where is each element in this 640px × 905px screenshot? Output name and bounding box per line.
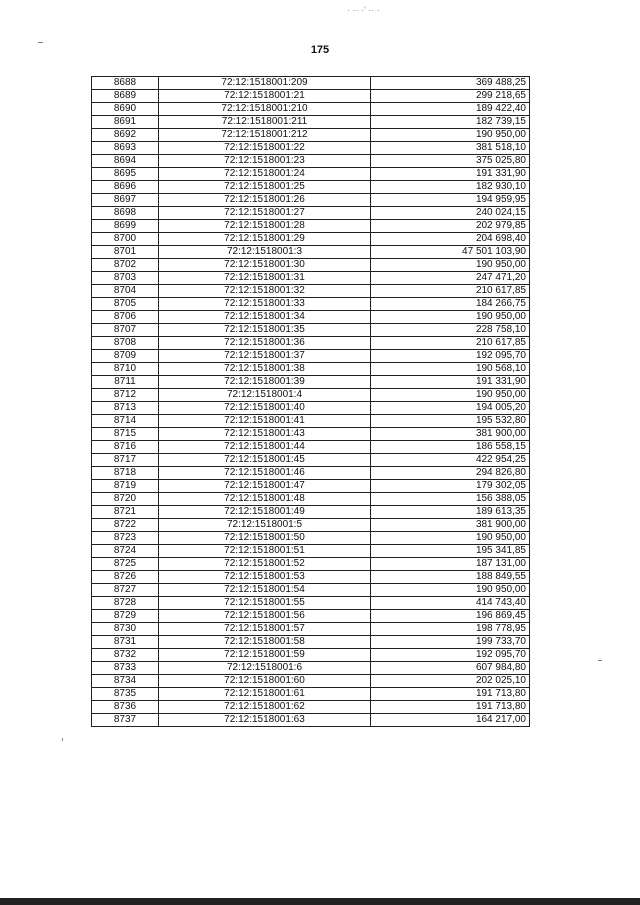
cadastral-value: 299 218,65 xyxy=(371,90,530,103)
table-row xyxy=(92,77,530,90)
row-number: 8727 xyxy=(92,584,159,597)
table-row xyxy=(92,506,530,519)
row-number: 8708 xyxy=(92,337,159,350)
row-number: 8695 xyxy=(92,168,159,181)
cadastral-number: 72:12:1518001:51 xyxy=(159,545,371,558)
cadastral-value: 182 739,15 xyxy=(371,116,530,129)
cadastral-value: 204 698,40 xyxy=(371,233,530,246)
row-number: 8701 xyxy=(92,246,159,259)
cadastral-number: 72:12:1518001:209 xyxy=(159,77,371,90)
table-row xyxy=(92,90,530,103)
cadastral-value: 191 331,90 xyxy=(371,168,530,181)
cadastral-value: 179 302,05 xyxy=(371,480,530,493)
row-number: 8711 xyxy=(92,376,159,389)
cadastral-number: 72:12:1518001:33 xyxy=(159,298,371,311)
cadastral-value: 190 950,00 xyxy=(371,129,530,142)
cadastral-number: 72:12:1518001:34 xyxy=(159,311,371,324)
scan-artifact: · ·· ·' ·· · xyxy=(347,5,380,15)
cadastral-number: 72:12:1518001:44 xyxy=(159,441,371,454)
cadastral-value: 182 930,10 xyxy=(371,181,530,194)
cadastral-number: 72:12:1518001:24 xyxy=(159,168,371,181)
cadastral-number: 72:12:1518001:49 xyxy=(159,506,371,519)
table-row xyxy=(92,181,530,194)
table-row xyxy=(92,168,530,181)
cadastral-number: 72:12:1518001:211 xyxy=(159,116,371,129)
table-row xyxy=(92,337,530,350)
cadastral-value: 189 613,35 xyxy=(371,506,530,519)
table-row xyxy=(92,142,530,155)
row-number: 8729 xyxy=(92,610,159,623)
row-number: 8694 xyxy=(92,155,159,168)
cadastral-number: 72:12:1518001:46 xyxy=(159,467,371,480)
row-number: 8692 xyxy=(92,129,159,142)
cadastral-number: 72:12:1518001:26 xyxy=(159,194,371,207)
cadastral-value: 192 095,70 xyxy=(371,350,530,363)
cadastral-number: 72:12:1518001:48 xyxy=(159,493,371,506)
row-number: 8706 xyxy=(92,311,159,324)
scan-speck xyxy=(38,42,43,43)
cadastral-number: 72:12:1518001:38 xyxy=(159,363,371,376)
cadastral-number: 72:12:1518001:36 xyxy=(159,337,371,350)
cadastral-number: 72:12:1518001:56 xyxy=(159,610,371,623)
table-row xyxy=(92,688,530,701)
table-row xyxy=(92,675,530,688)
cadastral-value: 195 341,85 xyxy=(371,545,530,558)
cadastral-value: 191 713,80 xyxy=(371,701,530,714)
cadastral-value: 47 501 103,90 xyxy=(371,246,530,259)
cadastral-value: 194 005,20 xyxy=(371,402,530,415)
table-row xyxy=(92,103,530,116)
row-number: 8732 xyxy=(92,649,159,662)
cadastral-number: 72:12:1518001:6 xyxy=(159,662,371,675)
cadastral-value: 381 900,00 xyxy=(371,428,530,441)
cadastral-number: 72:12:1518001:35 xyxy=(159,324,371,337)
row-number: 8690 xyxy=(92,103,159,116)
cadastral-value: 194 959,95 xyxy=(371,194,530,207)
row-number: 8734 xyxy=(92,675,159,688)
cadastral-number: 72:12:1518001:41 xyxy=(159,415,371,428)
cadastral-number: 72:12:1518001:5 xyxy=(159,519,371,532)
row-number: 8731 xyxy=(92,636,159,649)
cadastral-number: 72:12:1518001:23 xyxy=(159,155,371,168)
table-row xyxy=(92,129,530,142)
table-row xyxy=(92,701,530,714)
table-row xyxy=(92,389,530,402)
cadastral-value: 190 950,00 xyxy=(371,389,530,402)
cadastral-value: 189 422,40 xyxy=(371,103,530,116)
table-row xyxy=(92,298,530,311)
table-row xyxy=(92,428,530,441)
cadastral-number: 72:12:1518001:63 xyxy=(159,714,371,727)
table-row xyxy=(92,376,530,389)
cadastral-value: 375 025,80 xyxy=(371,155,530,168)
cadastral-number: 72:12:1518001:55 xyxy=(159,597,371,610)
table-row xyxy=(92,207,530,220)
cadastral-value: 188 849,55 xyxy=(371,571,530,584)
row-number: 8712 xyxy=(92,389,159,402)
cadastral-number: 72:12:1518001:58 xyxy=(159,636,371,649)
cadastral-value: 196 869,45 xyxy=(371,610,530,623)
cadastral-number: 72:12:1518001:59 xyxy=(159,649,371,662)
cadastral-value: 228 758,10 xyxy=(371,324,530,337)
row-number: 8693 xyxy=(92,142,159,155)
row-number: 8719 xyxy=(92,480,159,493)
table-row xyxy=(92,402,530,415)
cadastral-number: 72:12:1518001:31 xyxy=(159,272,371,285)
row-number: 8728 xyxy=(92,597,159,610)
cadastral-number: 72:12:1518001:210 xyxy=(159,103,371,116)
table-row xyxy=(92,467,530,480)
cadastral-number: 72:12:1518001:53 xyxy=(159,571,371,584)
cadastral-number: 72:12:1518001:52 xyxy=(159,558,371,571)
row-number: 8715 xyxy=(92,428,159,441)
cadastral-value: 199 733,70 xyxy=(371,636,530,649)
table-row xyxy=(92,311,530,324)
cadastral-value: 156 388,05 xyxy=(371,493,530,506)
cadastral-value: 190 950,00 xyxy=(371,311,530,324)
row-number: 8704 xyxy=(92,285,159,298)
cadastral-value: 186 558,15 xyxy=(371,441,530,454)
cadastral-value: 202 979,85 xyxy=(371,220,530,233)
row-number: 8720 xyxy=(92,493,159,506)
cadastral-value: 164 217,00 xyxy=(371,714,530,727)
row-number: 8717 xyxy=(92,454,159,467)
cadastral-value: 192 095,70 xyxy=(371,649,530,662)
table-row xyxy=(92,194,530,207)
cadastral-number: 72:12:1518001:21 xyxy=(159,90,371,103)
cadastral-number: 72:12:1518001:40 xyxy=(159,402,371,415)
cadastral-number: 72:12:1518001:50 xyxy=(159,532,371,545)
table-row xyxy=(92,610,530,623)
table-row xyxy=(92,584,530,597)
row-number: 8700 xyxy=(92,233,159,246)
table-row xyxy=(92,272,530,285)
cadastral-number: 72:12:1518001:60 xyxy=(159,675,371,688)
scan-speck xyxy=(598,660,602,661)
cadastral-number: 72:12:1518001:47 xyxy=(159,480,371,493)
cadastral-value: 191 713,80 xyxy=(371,688,530,701)
row-number: 8709 xyxy=(92,350,159,363)
table-row xyxy=(92,441,530,454)
row-number: 8707 xyxy=(92,324,159,337)
cadastral-value: 191 331,90 xyxy=(371,376,530,389)
row-number: 8699 xyxy=(92,220,159,233)
cadastral-value: 369 488,25 xyxy=(371,77,530,90)
row-number: 8718 xyxy=(92,467,159,480)
row-number: 8730 xyxy=(92,623,159,636)
cadastral-number: 72:12:1518001:22 xyxy=(159,142,371,155)
table-row xyxy=(92,636,530,649)
cadastral-value: 190 950,00 xyxy=(371,532,530,545)
cadastral-value: 195 532,80 xyxy=(371,415,530,428)
cadastral-value: 247 471,20 xyxy=(371,272,530,285)
cadastral-number: 72:12:1518001:62 xyxy=(159,701,371,714)
row-number: 8723 xyxy=(92,532,159,545)
cadastral-value: 202 025,10 xyxy=(371,675,530,688)
cadastral-value: 210 617,85 xyxy=(371,285,530,298)
cadastral-number: 72:12:1518001:212 xyxy=(159,129,371,142)
cadastral-value: 190 950,00 xyxy=(371,584,530,597)
row-number: 8736 xyxy=(92,701,159,714)
cadastral-number: 72:12:1518001:28 xyxy=(159,220,371,233)
cadastral-number: 72:12:1518001:57 xyxy=(159,623,371,636)
table-row xyxy=(92,415,530,428)
row-number: 8702 xyxy=(92,259,159,272)
cadastral-number: 72:12:1518001:3 xyxy=(159,246,371,259)
cadastral-value: 381 900,00 xyxy=(371,519,530,532)
table-row xyxy=(92,363,530,376)
row-number: 8737 xyxy=(92,714,159,727)
table-row xyxy=(92,714,530,727)
table-row xyxy=(92,155,530,168)
cadastral-number: 72:12:1518001:39 xyxy=(159,376,371,389)
row-number: 8724 xyxy=(92,545,159,558)
cadastral-value: 190 950,00 xyxy=(371,259,530,272)
row-number: 8726 xyxy=(92,571,159,584)
cadastral-number: 72:12:1518001:32 xyxy=(159,285,371,298)
cadastral-number: 72:12:1518001:25 xyxy=(159,181,371,194)
cadastral-number: 72:12:1518001:61 xyxy=(159,688,371,701)
row-number: 8710 xyxy=(92,363,159,376)
table-row xyxy=(92,116,530,129)
row-number: 8698 xyxy=(92,207,159,220)
table-row xyxy=(92,545,530,558)
row-number: 8705 xyxy=(92,298,159,311)
table-row xyxy=(92,532,530,545)
cadastral-value: 190 568,10 xyxy=(371,363,530,376)
table-row xyxy=(92,350,530,363)
cadastral-value: 240 024,15 xyxy=(371,207,530,220)
cadastral-number: 72:12:1518001:29 xyxy=(159,233,371,246)
table-row xyxy=(92,233,530,246)
table-row xyxy=(92,324,530,337)
registry-table xyxy=(91,76,530,727)
table-row xyxy=(92,571,530,584)
cadastral-number: 72:12:1518001:37 xyxy=(159,350,371,363)
row-number: 8689 xyxy=(92,90,159,103)
table-row xyxy=(92,454,530,467)
cadastral-value: 414 743,40 xyxy=(371,597,530,610)
cadastral-number: 72:12:1518001:54 xyxy=(159,584,371,597)
scan-speck xyxy=(62,738,63,741)
cadastral-value: 381 518,10 xyxy=(371,142,530,155)
table-row xyxy=(92,285,530,298)
cadastral-number: 72:12:1518001:30 xyxy=(159,259,371,272)
table-row xyxy=(92,246,530,259)
table-row xyxy=(92,623,530,636)
cadastral-number: 72:12:1518001:27 xyxy=(159,207,371,220)
scan-bottom-edge xyxy=(0,898,640,905)
table-row xyxy=(92,519,530,532)
row-number: 8703 xyxy=(92,272,159,285)
cadastral-value: 210 617,85 xyxy=(371,337,530,350)
cadastral-number: 72:12:1518001:43 xyxy=(159,428,371,441)
table-row xyxy=(92,480,530,493)
row-number: 8721 xyxy=(92,506,159,519)
row-number: 8697 xyxy=(92,194,159,207)
cadastral-value: 184 266,75 xyxy=(371,298,530,311)
table-row xyxy=(92,662,530,675)
table-row xyxy=(92,493,530,506)
row-number: 8733 xyxy=(92,662,159,675)
row-number: 8713 xyxy=(92,402,159,415)
cadastral-number: 72:12:1518001:45 xyxy=(159,454,371,467)
cadastral-value: 198 778,95 xyxy=(371,623,530,636)
table-row xyxy=(92,649,530,662)
cadastral-value: 294 826,80 xyxy=(371,467,530,480)
cadastral-value: 607 984,80 xyxy=(371,662,530,675)
table-row xyxy=(92,597,530,610)
row-number: 8688 xyxy=(92,77,159,90)
registry-table-body xyxy=(92,77,530,727)
row-number: 8725 xyxy=(92,558,159,571)
row-number: 8722 xyxy=(92,519,159,532)
table-row xyxy=(92,220,530,233)
table-row xyxy=(92,558,530,571)
cadastral-number: 72:12:1518001:4 xyxy=(159,389,371,402)
row-number: 8691 xyxy=(92,116,159,129)
row-number: 8696 xyxy=(92,181,159,194)
row-number: 8714 xyxy=(92,415,159,428)
table-row xyxy=(92,259,530,272)
cadastral-value: 187 131,00 xyxy=(371,558,530,571)
page-number: 175 xyxy=(310,44,330,56)
cadastral-value: 422 954,25 xyxy=(371,454,530,467)
row-number: 8735 xyxy=(92,688,159,701)
row-number: 8716 xyxy=(92,441,159,454)
